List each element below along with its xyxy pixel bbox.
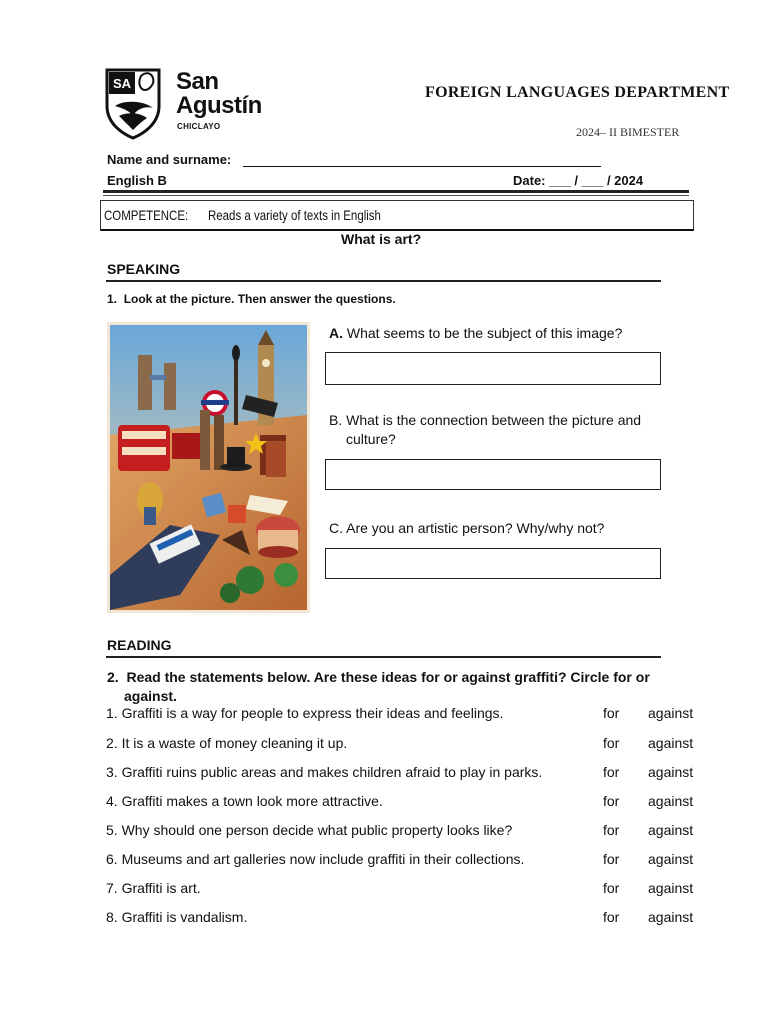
logo-initials: SA [112,76,132,91]
against-option-2[interactable]: against [648,735,694,751]
speaking-instruction-text: Look at the picture. Then answer the questions. [123,292,396,306]
statement-8: 8. Graffiti is vandalism. [106,909,248,925]
for-option-5[interactable]: for [603,822,620,838]
answer-box-a[interactable] [325,352,661,385]
competence-text: Reads a variety of texts in English [208,207,381,223]
question-c-text: Are you an artistic person? Why/why not? [346,520,605,536]
worksheet-title: What is art? [341,231,422,247]
reading-instruction-line1: Read the statements below. Are these ideas for or against graffiti? Circle for or [126,669,650,685]
for-option-8[interactable]: for [603,909,620,925]
answer-box-b[interactable] [325,459,661,490]
against-option-6[interactable]: against [648,851,694,867]
reading-instruction-line2: against. [124,688,177,704]
against-option-4[interactable]: against [648,793,694,809]
question-a-text: What seems to be the subject of this image? [346,325,623,341]
bimester-label: 2024– II BIMESTER [576,125,680,139]
statement-5: 5. Why should one person decide what public property looks like? [106,822,513,838]
question-c-letter: C. [329,520,343,536]
school-logo-shield [103,66,163,140]
header-divider-thin [103,195,689,196]
statement-6: 6. Museums and art galleries now include graffiti in their collections. [106,851,525,867]
for-option-3[interactable]: for [603,764,620,780]
answer-box-c[interactable] [325,548,661,579]
question-c [329,519,604,538]
school-name-line2: Agustín [176,92,262,119]
reading-rule [106,656,661,658]
statement-2: 2. It is a waste of money cleaning it up. [106,735,348,751]
question-a [329,324,622,343]
speaking-instruction [107,292,396,306]
speaking-heading: SPEAKING [107,261,181,277]
statement-1: 1. Graffiti is a way for people to express their ideas and feelings. [106,705,504,721]
for-option-2[interactable]: for [603,735,620,751]
question-a-letter: A. [329,325,343,341]
competence-box [100,200,694,231]
question-b-text-line2: culture? [346,431,396,447]
speaking-rule [106,280,661,282]
date-field: Date: ___ / ___ / 2024 [513,173,644,188]
reading-heading: READING [107,637,172,653]
question-b-letter: B. [329,412,343,428]
for-option-1[interactable]: for [603,705,620,721]
competence-label: COMPETENCE: [104,207,189,223]
against-option-7[interactable]: against [648,880,694,896]
question-b-text-line1: What is the connection between the picture and [346,412,642,428]
name-fill-line[interactable] [243,166,601,167]
against-option-5[interactable]: against [648,822,694,838]
for-option-4[interactable]: for [603,793,620,809]
culture-collage-picture [107,322,310,613]
for-option-7[interactable]: for [603,880,620,896]
reading-instruction-number: 2. [107,669,119,685]
question-b [329,411,641,430]
school-city: CHICLAYO [177,122,221,131]
department-title: FOREIGN LANGUAGES DEPARTMENT [425,84,730,101]
speaking-instruction-number: 1. [107,292,118,306]
course-label: English B [107,173,167,188]
for-option-6[interactable]: for [603,851,620,867]
against-option-1[interactable]: against [648,705,694,721]
reading-instruction [107,668,667,706]
against-option-8[interactable]: against [648,909,694,925]
school-name-line1: San [176,68,219,95]
statement-3: 3. Graffiti ruins public areas and makes children afraid to play in parks. [106,764,543,780]
name-label: Name and surname: [107,152,232,167]
statement-7: 7. Graffiti is art. [106,880,201,896]
against-option-3[interactable]: against [648,764,694,780]
header-divider [103,190,689,193]
statement-4: 4. Graffiti makes a town look more attractive. [106,793,383,809]
